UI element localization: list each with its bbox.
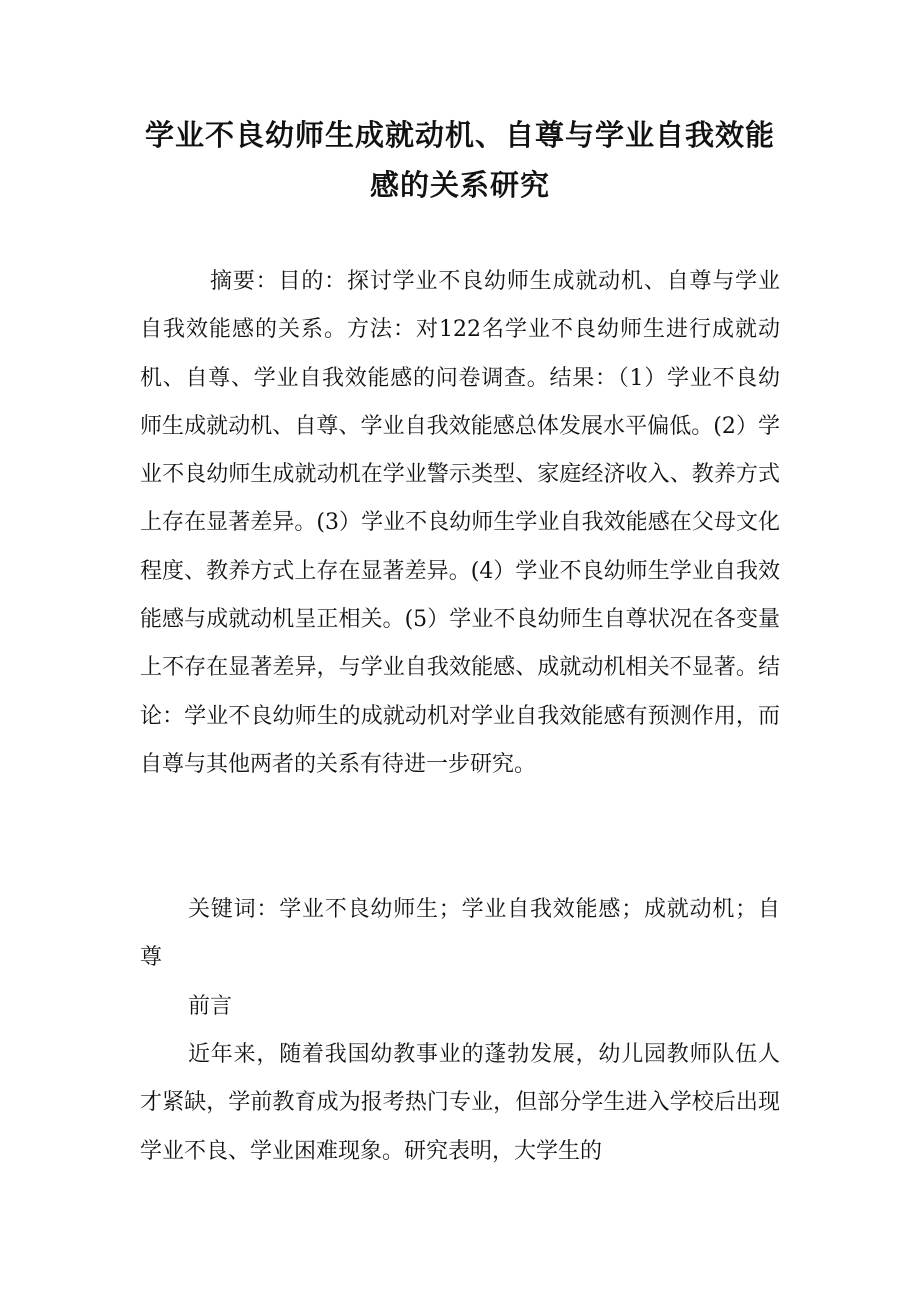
preface-heading: 前言 xyxy=(188,994,233,1019)
abstract-paragraph: 摘要：目的：探讨学业不良幼师生成就动机、自尊与学业自我效能感的关系。方法：对122名学业不良幼师生进行成就动机、自尊、学业自我效能感的问卷调查。结果：（1）学业不良幼师生成就动机、自尊、学业自我效能感总体发展水平偏低。(2）学业不良幼师生成就动机在学业警示类型、家庭经济收入、教养方式上存在显著差异。(3）学业不良幼师生学业自我效能感在父母文化程度、教养方式上存在显著差异。(4）学业不良幼师生学业自我效能感与成就动机呈正相关。(5）学业不良幼师生自尊状况在各变量上不存在显著差异，与学业自我效能感、成就动机相关不显著。结论：学业不良幼师生的成就动机对学业自我效能感有预测作用，而自尊与其他两者的关系有待进一步研究。 xyxy=(140,269,780,777)
document-title-line-1: 学业不良幼师生成就动机、自尊与学业自我效能 xyxy=(144,118,775,152)
keywords-paragraph: 关键词：学业不良幼师生；学业自我效能感；成就动机；自尊 xyxy=(140,897,780,971)
intro-paragraph: 近年来，随着我国幼教事业的蓬勃发展，幼儿园教师队伍人才紧缺，学前教育成为报考热门专业，但部分学生进入学校后出现学业不良、学业困难现象。研究表明，大学生的 xyxy=(140,1042,780,1164)
document-title-line-2: 感的关系研究 xyxy=(369,168,550,202)
